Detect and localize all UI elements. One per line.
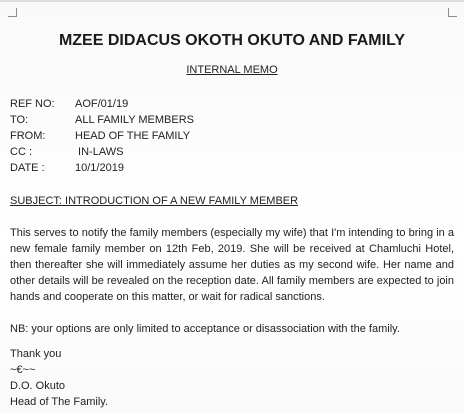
field-key: DATE : [10,162,45,174]
field-value: IN-LAWS [75,146,124,158]
field-key: FROM: [10,130,46,142]
field-key: TO: [10,114,29,126]
subject-key: SUBJECT: [10,195,62,207]
signer-name: D.O. Okuto [10,380,66,392]
field-value: ALL FAMILY MEMBERS [75,114,195,126]
field-value: AOF/01/19 [75,98,129,110]
page-corner-mark-right [448,8,457,17]
signature: ~€~~ [10,364,36,376]
subject-value: INTRODUCTION OF A NEW FAMILY MEMBER [61,195,299,207]
closing-text: Thank you [10,348,62,360]
page-top-edge [0,0,464,2]
field-key: REF NO: [10,98,55,110]
signer-title: Head of The Family. [10,396,109,408]
subject-line [10,195,298,207]
field-key: CC : [10,146,32,158]
memo-nb: NB: your options are only limited to acceptance or disassociation with the family. [10,323,400,335]
page-corner-mark-left [8,8,17,17]
field-value: 10/1/2019 [75,162,124,174]
memo-body: This serves to notify the family members (especially my wife) that I'm intending to bring in a new female family member on 12th Feb, 2019. She will be received at Chamluchi Hotel, then thereafter she will immediately assume her duties as my second wife. Her name and other details will be revealed on the reception date. All family members are expected to join hands and cooperate on this matter, or wait for radical sanctions. [10,227,454,303]
field-value: HEAD OF THE FAMILY [75,130,191,142]
memo-label: INTERNAL MEMO [186,64,278,76]
document-title: MZEE DIDACUS OKOTH OKUTO AND FAMILY [58,32,406,49]
